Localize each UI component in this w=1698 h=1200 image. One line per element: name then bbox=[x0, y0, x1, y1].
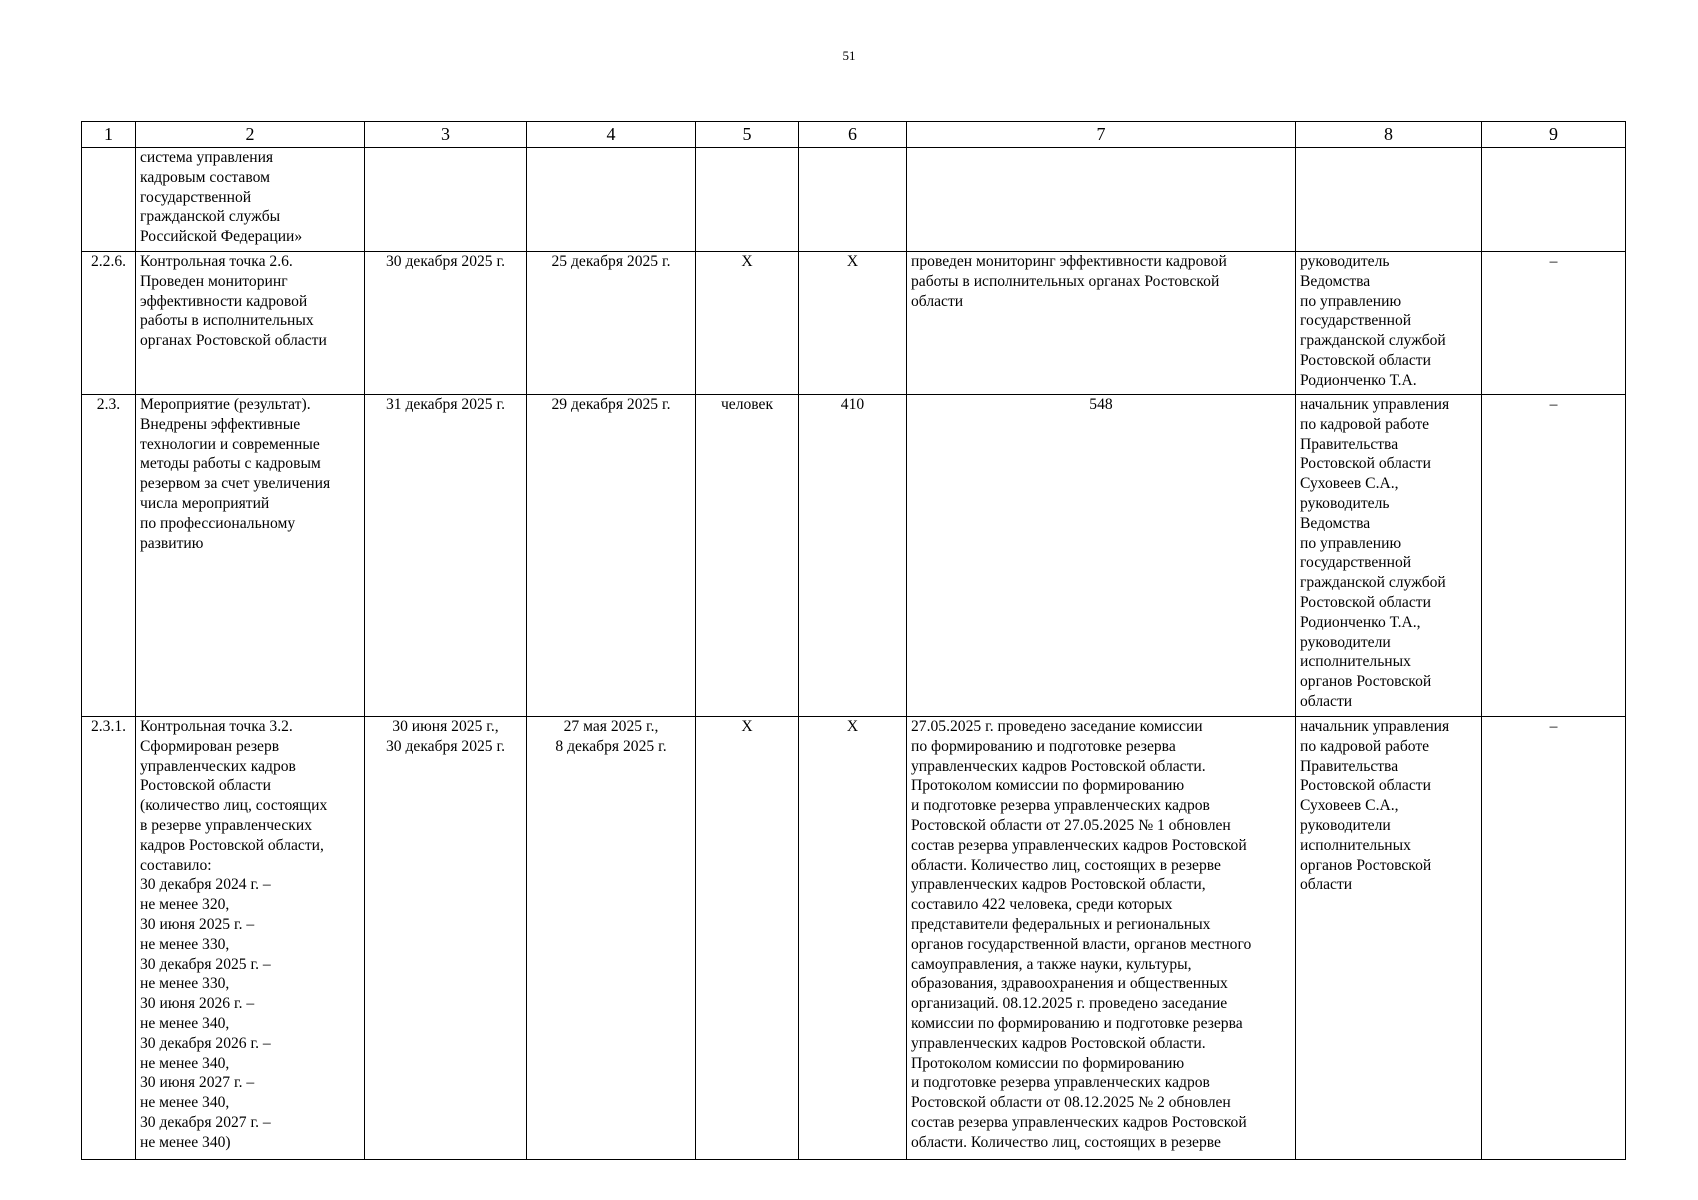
plan-value: Х bbox=[799, 717, 907, 1160]
fact-date bbox=[527, 148, 696, 252]
result-text: проведен мониторинг эффективности кадровой работы в исполнительных органах Ростовской области bbox=[907, 252, 1296, 395]
column-header: 1 bbox=[82, 122, 136, 148]
item-name: система управления кадровым составом государственной гражданской службы Российской Федерации» bbox=[136, 148, 365, 252]
plan-value: 410 bbox=[799, 395, 907, 717]
table-row bbox=[82, 252, 1626, 395]
table-row bbox=[82, 717, 1626, 1160]
page-number: 51 bbox=[842, 48, 856, 63]
responsible: начальник управления по кадровой работе Правительства Ростовской области Суховеев С.А., руководители исполнительных органов Ростовской области bbox=[1296, 717, 1482, 1160]
unit bbox=[696, 148, 799, 252]
note: – bbox=[1482, 395, 1626, 717]
column-header: 7 bbox=[907, 122, 1296, 148]
note: – bbox=[1482, 717, 1626, 1160]
column-header: 3 bbox=[365, 122, 527, 148]
plan-date bbox=[365, 148, 527, 252]
unit: Х bbox=[696, 252, 799, 395]
result-text: 548 bbox=[907, 395, 1296, 717]
responsible: руководитель Ведомства по управлению государственной гражданской службой Ростовской области Родионченко Т.А. bbox=[1296, 252, 1482, 395]
table-header-row bbox=[82, 122, 1626, 148]
plan-value: Х bbox=[799, 252, 907, 395]
column-header: 8 bbox=[1296, 122, 1482, 148]
result-text: 27.05.2025 г. проведено заседание комиссии по формированию и подготовке резерва управленческих кадров Ростовской области. Протоколом комиссии по формированию и подготовке резерва управленческих кадров Ростовской области от 27.05.2025 № 1 обновлен состав резерва управленческих кадров Ростовской области. Количество лиц, состоящих в резерве управленческих кадров Ростовской области, составило 422 человека, среди которых представители федеральных и региональных органов государственной власти, органов местного самоуправления, а также науки, культуры, образования, здравоохранения и общественных организаций. 08.12.2025 г. проведено заседание комиссии по формированию и подготовке резерва управленческих кадров Ростовской области. Протоколом комиссии по формированию и подготовке резерва управленческих кадров Ростовской области от 08.12.2025 № 2 обновлен состав резерва управленческих кадров Ростовской области. Количество лиц, состоящих в резерве bbox=[907, 717, 1296, 1160]
column-header: 5 bbox=[696, 122, 799, 148]
column-header: 6 bbox=[799, 122, 907, 148]
row-number: 2.3. bbox=[82, 395, 136, 717]
responsible: начальник управления по кадровой работе Правительства Ростовской области Суховеев С.А., руководитель Ведомства по управлению государственной гражданской службой Ростовской области Родионченко Т.А., руководители исполнительных органов Ростовской области bbox=[1296, 395, 1482, 717]
plan-value bbox=[799, 148, 907, 252]
row-number: 2.2.6. bbox=[82, 252, 136, 395]
unit: Х bbox=[696, 717, 799, 1160]
note: – bbox=[1482, 252, 1626, 395]
fact-date: 29 декабря 2025 г. bbox=[527, 395, 696, 717]
row-number bbox=[82, 148, 136, 252]
responsible bbox=[1296, 148, 1482, 252]
item-name: Контрольная точка 2.6. Проведен мониторинг эффективности кадровой работы в исполнительных органах Ростовской области bbox=[136, 252, 365, 395]
item-name: Мероприятие (результат). Внедрены эффективные технологии и современные методы работы с кадровым резервом за счет увеличения числа мероприятий по профессиональному развитию bbox=[136, 395, 365, 717]
fact-date: 27 мая 2025 г., 8 декабря 2025 г. bbox=[527, 717, 696, 1160]
plan-date: 30 июня 2025 г., 30 декабря 2025 г. bbox=[365, 717, 527, 1160]
column-header: 4 bbox=[527, 122, 696, 148]
fact-date: 25 декабря 2025 г. bbox=[527, 252, 696, 395]
column-header: 2 bbox=[136, 122, 365, 148]
table-row bbox=[82, 395, 1626, 717]
unit: человек bbox=[696, 395, 799, 717]
row-number: 2.3.1. bbox=[82, 717, 136, 1160]
result-text bbox=[907, 148, 1296, 252]
plan-date: 30 декабря 2025 г. bbox=[365, 252, 527, 395]
item-name: Контрольная точка 3.2. Сформирован резерв управленческих кадров Ростовской области (количество лиц, состоящих в резерве управленческих кадров Ростовской области, составило: 30 декабря 2024 г. – не менее 320, 30 июня 2025 г. – не менее 330, 30 декабря 2025 г. – не менее 330, 30 июня 2026 г. – не менее 340, 30 декабря 2026 г. – не менее 340, 30 июня 2027 г. – не менее 340, 30 декабря 2027 г. – не менее 340) bbox=[136, 717, 365, 1160]
plan-date: 31 декабря 2025 г. bbox=[365, 395, 527, 717]
report-table bbox=[81, 121, 1626, 1160]
column-header: 9 bbox=[1482, 122, 1626, 148]
note bbox=[1482, 148, 1626, 252]
table-row bbox=[82, 148, 1626, 252]
